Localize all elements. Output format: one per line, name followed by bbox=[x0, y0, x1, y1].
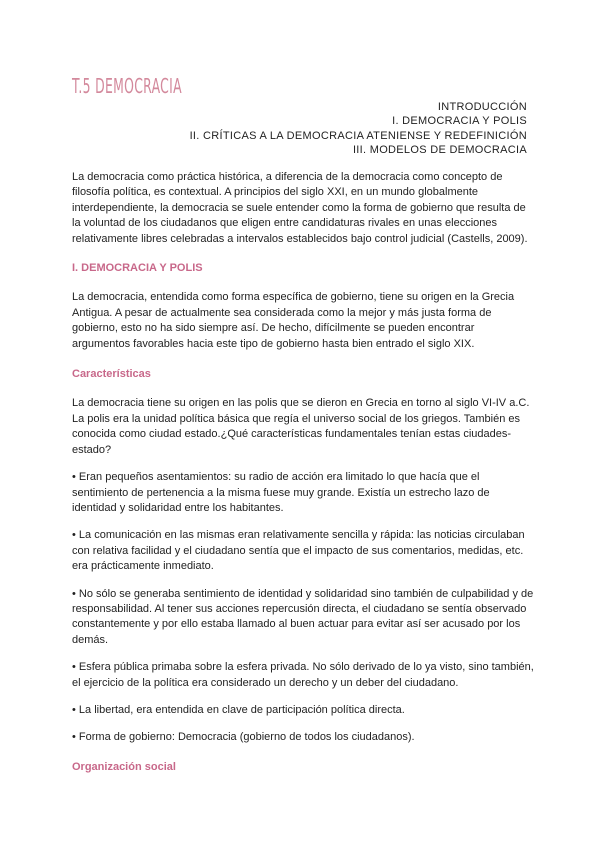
bullet-item: • Forma de gobierno: Democracia (gobierno de todos los ciudadanos). bbox=[72, 731, 415, 744]
section1-paragraph: La democracia, entendida como forma específica de gobierno, tiene su origen en la Grecia Antigua. A pesar de actualmente sea considerada como la mejor y más justa forma de gobierno, esto no ha sido siempre así. De hecho, difícilmente se pueden encontrar argumentos favorables hacia este tipo de gobierno hasta bien entrado el siglo XIX. bbox=[72, 291, 515, 350]
bullet-item: • No sólo se generaba sentimiento de identidad y solidaridad sino también de culpabilidad y de responsabilidad. Al tener sus acciones repercusión directa, el ciudadano se sentía observado constantemente y por ello estaba llamado al buen actuar para evitar así ser acusado por los demás. bbox=[72, 587, 534, 646]
bullet-item: • Eran pequeños asentamientos: su radio de acción era limitado lo que hacía que el sentimiento de pertenencia a la misma fuese muy grande. Existía un estrecho lazo de identidad y solidaridad entre los habitantes. bbox=[72, 471, 490, 514]
subheading-caracteristicas: Características bbox=[72, 368, 151, 381]
subheading-organizacion-social: Organización social bbox=[72, 760, 176, 773]
document-body bbox=[72, 170, 534, 789]
bullet-item: • La comunicación en las mismas eran relativamente sencilla y rápida: las noticias circulaban con relativa facilidad y el ciudadano sentía que el impacto de sus comentarios, medidas, etc. era prácticamente inmediato. bbox=[72, 529, 525, 573]
toc-item-criticas: II. CRÍTICAS A LA DEMOCRACIA ATENIENSE Y REDEFINICIÓN bbox=[189, 129, 527, 142]
bullet-item: • Esfera pública primaba sobre la esfera privada. No sólo derivado de lo ya visto, sino también, el ejercicio de la política era considerado un derecho y un deber del ciudadano. bbox=[72, 661, 534, 689]
toc-item-introduccion: INTRODUCCIÓN bbox=[437, 101, 527, 113]
section-heading-democracia-polis: I. DEMOCRACIA Y POLIS bbox=[72, 262, 203, 275]
bullet-item: • La libertad, era entendida en clave de participación política directa. bbox=[72, 703, 405, 716]
toc-item-modelos: III. MODELOS DE DEMOCRACIA bbox=[352, 144, 527, 157]
toc-item-democracia-polis: I. DEMOCRACIA Y POLIS bbox=[392, 115, 527, 128]
table-of-contents bbox=[190, 100, 527, 158]
intro-paragraph: La democracia como práctica histórica, a diferencia de la democracia como concepto de filosofía política, es contextual. A principios del siglo XXI, en un mundo globalmente interdependiente, la democracia se suele entender como la forma de gobierno que resulta de la voluntad de los ciudadanos que eligen entre candidaturas rivales en unas elecciones relativamente libres celebradas a intervalos establecidos bajo control judicial (Castells, 2009). bbox=[72, 171, 528, 245]
caracteristicas-intro: La democracia tiene su origen en las polis que se dieron en Grecia en torno al siglo VI-IV a.C. La polis era la unidad política básica que regía el universo social de los griegos. También es conocida como ciudad estado.¿Qué características fundamentales tenían estas ciudades-estado? bbox=[72, 397, 530, 456]
page-title: T.5 DEMOCRACIA bbox=[72, 74, 182, 98]
